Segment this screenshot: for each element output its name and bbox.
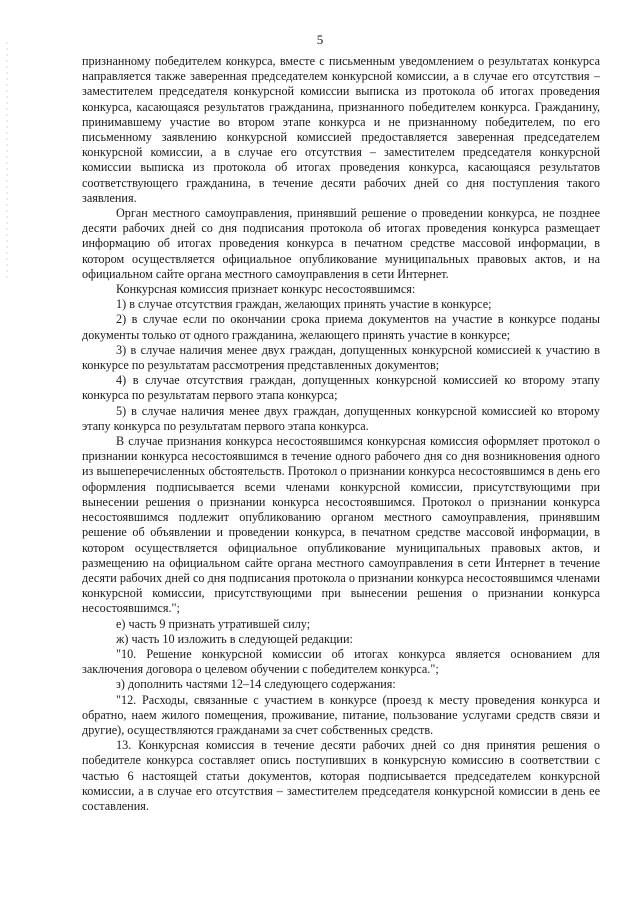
list-item-1: 1) в случае отсутствия граждан, желающих принять участие в конкурсе;: [116, 297, 492, 312]
paragraph-part-10: "10. Решение конкурсной комиссии об итогах конкурса является основанием для заключения договора о целевом обучении с победителем конкурса.";: [82, 646, 600, 677]
list-item-5: 5) в случае наличия менее двух граждан, допущенных конкурсной комиссией ко второму этапу конкурса по результатам первого этапа конкурса.: [82, 403, 600, 433]
paragraph-part-12: "12. Расходы, связанные с участием в конкурсе (проезд к месту проведения конкурса и обратно, наем жилого помещения, проживание, питание, пользование услугами средств связи и другие), осуществляются гражданами за счет собственных средств.: [82, 692, 600, 737]
list-item-3: 3) в случае наличия менее двух граждан, допущенных конкурсной комиссией к участию в конкурсе по результатам рассмотрения представленных документов;: [82, 342, 600, 373]
paragraph-failed-contest-protocol: В случае признания конкурса несостоявшимся конкурсная комиссия оформляет протокол о признании конкурса несостоявшимся в течение одного рабочего дня со дня возникновения одного из вышеперечисленных обстоятельств. Протокол о признании конкурса несостоявшимся в день его оформления подписывается всеми членами конкурсной комиссии, присутствующими при вынесении решения о признании конкурса несостоявшимся. Протокол о признании конкурса несостоявшимся подлежит опубликованию органом местного самоуправления, принявшим решение об объявлении и проведении конкурса, в печатном средстве массовой информации, в котором осуществляется официальное опубликование муниципальных правовых актов, и размещению на официальном сайте органа местного самоуправления в сети Интернет в течение десяти рабочих дней со дня подписания протокола о признании конкурса несостоявшимся членами конкурсной комиссии, присутствующими при вынесении решения о признании конкурса несостоявшимся.";: [82, 434, 600, 616]
amendment-item-zh: ж) часть 10 изложить в следующей редакции:: [116, 631, 353, 646]
scan-margin-marks: [6, 40, 8, 280]
paragraph-failed-contest-intro: Конкурсная комиссия признает конкурс несостоявшимся:: [116, 282, 416, 297]
amendment-item-z: з) дополнить частями 12–14 следующего содержания:: [116, 677, 396, 692]
amendment-item-e: е) часть 9 признать утратившей силу;: [116, 616, 311, 631]
list-item-4: 4) в случае отсутствия граждан, допущенных конкурсной комиссией ко второму этапу конкурса по результатам первого этапа конкурса;: [82, 373, 600, 403]
page-number: 5: [316, 32, 324, 47]
list-item-2: 2) в случае если по окончании срока приема документов на участие в конкурсе поданы документы только от одного гражданина, желающего принять участие в конкурсе;: [82, 312, 600, 342]
paragraph-results-publication: Орган местного самоуправления, принявший решение о проведении конкурса, не позднее десяти рабочих дней со дня подписания протокола об итогах проведения конкурса размещает информацию об итогах проведения конкурса в печатном средстве массовой информации, в котором осуществляется официальное опубликование муниципальных правовых актов, и на официальном сайте органа местного самоуправления в сети Интернет.: [82, 206, 600, 281]
paragraph-winner-notification: признанному победителем конкурса, вместе с письменным уведомлением о результатах конкурса направляется также заверенная председателем конкурсной комиссии, а в случае его отсутствия – заместителем председателя конкурсной комиссии выписка из протокола об итогах проведения конкурса, касающаяся результатов гражданина, признанного победителем конкурса. Гражданину, принимавшему участие во втором этапе конкурса и не признанному победителем, по его письменному заявлению конкурсной комиссией предоставляется заверенная председателем конкурсной комиссии, а в случае его отсутствия – заместителем председателя конкурсной комиссии выписка из протокола об итогах проведения конкурса, касающаяся результатов соответствующего гражданина, в течение десяти рабочих дней со дня поступления такого заявления.: [82, 54, 600, 205]
paragraph-part-13: 13. Конкурсная комиссия в течение десяти рабочих дней со дня принятия решения о победителе конкурса составляет опись поступивших в конкурсную комиссию в соответствии с частью 6 настоящей статьи документов, которая подписывается председателем конкурсной комиссии, а в случае его отсутствия – заместителем председателя конкурсной комиссии в день ее составления.: [82, 738, 600, 813]
document-body: [82, 54, 600, 814]
